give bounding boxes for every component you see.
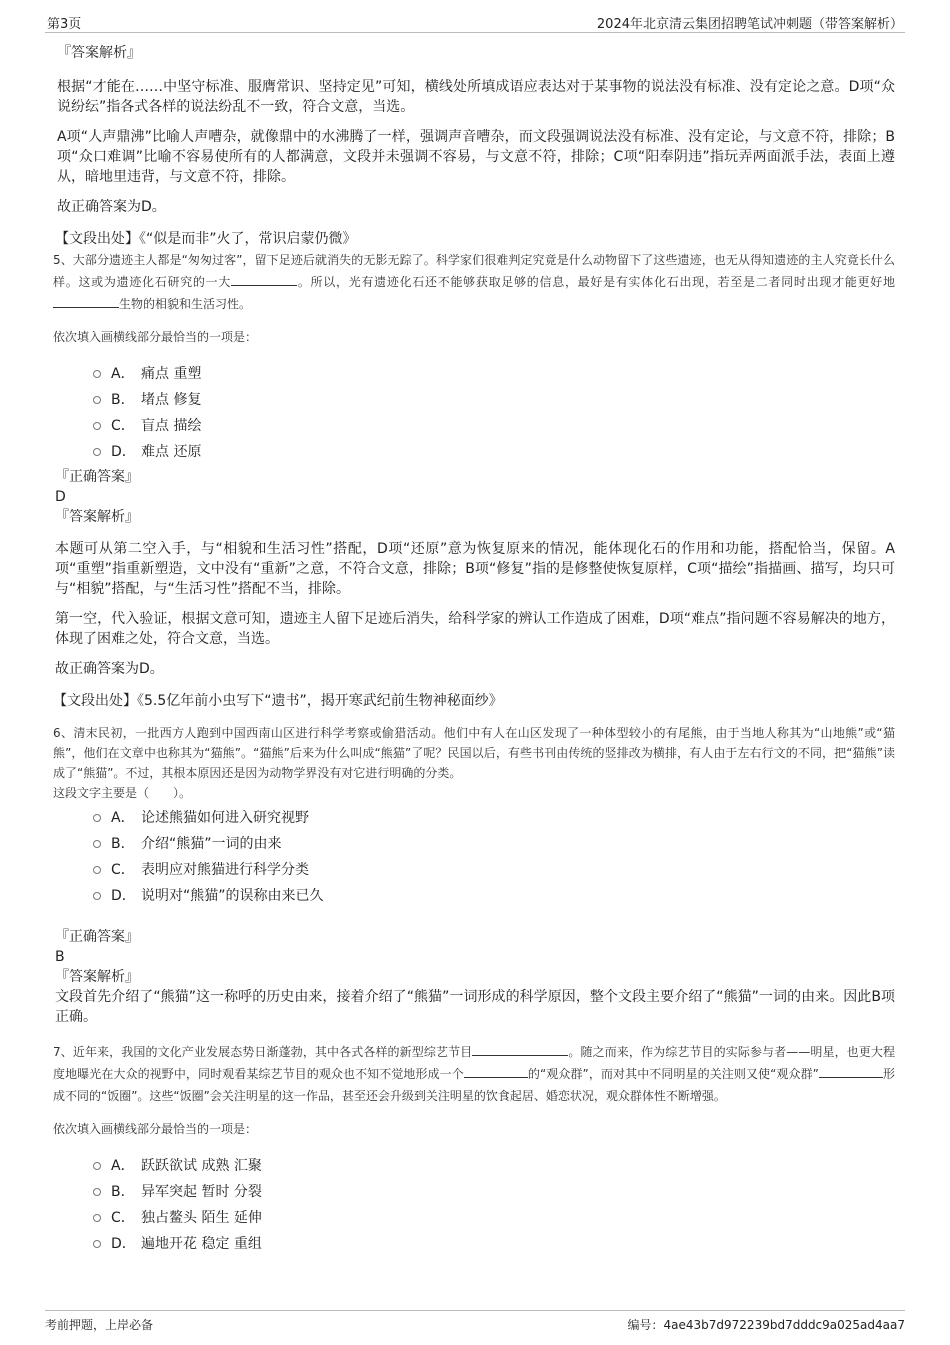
q5-option-b[interactable] [93,387,895,413]
option-text: 独占鳌头 陌生 延伸 [141,1210,262,1226]
q4-analysis [55,43,895,249]
q7-blank-2 [464,1065,528,1078]
q4-analysis-p2: A项“人声鼎沸”比喻人声嘈杂，就像鼎中的水沸腾了一样，强调声音嘈杂，而文段强调说法没有标准、没有定论，与文意不符，排除；B项“众口难调”比喻不容易使所有的人都满意，文段并未强调不容易，与文意不符，排除；C项“阳奉阴违”指玩弄两面派手法，表面上遵从，暗地里违背，与文意不符，排除。 [57,129,895,185]
option-key: D． [111,1236,136,1252]
q5-blank-1 [231,273,297,286]
q5-conclusion: 故正确答案为D。 [55,661,164,677]
q5-options [93,361,895,465]
option-key: C． [111,1210,135,1226]
q5-option-a[interactable] [93,361,895,387]
page-number: 第3页 [47,17,82,32]
q5-blank-2 [53,295,119,308]
option-text: 表明应对熊猫进行科学分类 [141,862,309,878]
radio-icon[interactable] [93,1162,101,1170]
question-7 [53,1041,895,1257]
q7-blank-1 [472,1043,568,1056]
q5-stem-c: 生物的相貌和生活习性。 [119,297,252,311]
q5-option-c[interactable] [93,413,895,439]
option-text: 盲点 描绘 [141,418,202,434]
q4-source: 【文段出处】《“似是而非”火了，常识启蒙仍微》 [55,231,357,247]
q6-option-a[interactable] [93,805,895,831]
option-text: 说明对“熊猫”的误称由来已久 [141,888,324,904]
option-key: B． [111,1184,135,1200]
q6-analysis-p1: 文段首先介绍了“熊猫”这一称呼的历史由来，接着介绍了“熊猫”一词形成的科学原因，整个文段主要介绍了“熊猫”一词的由来。因此B项正确。 [55,989,895,1025]
question-5 [53,249,895,711]
radio-icon[interactable] [93,866,101,874]
q7-stem-c: 的“观众群”，而对其中不同明星的关注则又使“观众群” [527,1067,819,1081]
option-key: D． [111,888,136,904]
q7-blank-3 [819,1065,883,1078]
q5-stem-b: 。所以，光有遗迹化石还不能够获取足够的信息，最好是有实体化石出现，若至是二者同时出现才能更好地 [297,275,895,289]
q6-answer: B [55,949,65,965]
q4-analysis-label: 『答案解析』 [57,45,141,61]
q7-stem-a: 7、近年来，我国的文化产业发展态势日渐蓬勃，其中各式各样的新型综艺节目 [53,1045,473,1059]
q5-answer-label: 『正确答案』 [55,469,139,485]
option-key: C． [111,418,135,434]
page-footer [45,1310,905,1333]
option-text: 异军突起 暂时 分裂 [141,1184,262,1200]
q6-prompt: 这段文字主要是（ ）。 [53,786,192,800]
q7-option-c[interactable] [93,1205,895,1231]
option-text: 难点 还原 [141,444,202,460]
option-text: 论述熊猫如何进入研究视野 [141,810,309,826]
radio-icon[interactable] [93,1188,101,1196]
q5-stem [53,249,895,315]
radio-icon[interactable] [93,396,101,404]
option-text: 跃跃欲试 成熟 汇聚 [141,1158,262,1174]
page-header [45,10,905,33]
q6-options [93,805,895,909]
q7-options [93,1153,895,1257]
radio-icon[interactable] [93,1240,101,1248]
option-key: B． [111,836,135,852]
option-key: A． [111,1158,135,1174]
q7-stem [53,1041,895,1107]
q7-option-b[interactable] [93,1179,895,1205]
q7-option-d[interactable] [93,1231,895,1257]
q6-option-d[interactable] [93,883,895,909]
q5-option-d[interactable] [93,439,895,465]
radio-icon[interactable] [93,892,101,900]
option-key: B． [111,392,135,408]
radio-icon[interactable] [93,814,101,822]
q7-stem-d: 形成不同的“饭圈”。这些“饭圈”会关注明星的这一作品，甚至还会升级到关注明星的饮食起居、婚恋状况，观众群体性不断增强。 [53,1067,895,1103]
document-code [628,1316,906,1333]
radio-icon[interactable] [93,448,101,456]
radio-icon[interactable] [93,840,101,848]
option-key: D． [111,444,136,460]
option-text: 遍地开花 稳定 重组 [141,1236,262,1252]
q5-analysis-label: 『答案解析』 [55,509,139,525]
radio-icon[interactable] [93,1214,101,1222]
footer-slogan: 考前押题，上岸必备 [45,1318,154,1332]
q5-analysis-p1: 本题可从第二空入手，与“相貌和生活习性”搭配，D项“还原”意为恢复原来的情况，能体现化石的作用和功能，搭配恰当，保留。A项“重塑”指重新塑造，文中没有“重新”之意，不符合文意，排除；B项“修复”指的是修整使恢复原样，C项“描绘”指描画、描写，均只可与“相貌”搭配，与“生活习性”搭配不当，排除。 [55,541,895,597]
page-content [55,43,895,1257]
q7-stem-b: 。随之而来，作为综艺节目的实际参与者——明星，也更大程度地曝光在大众的视野中，同时观看某综艺节目的观众也不知不觉地形成一个 [53,1045,895,1081]
q5-source: 【文段出处】《5.5亿年前小虫写下“遗书”，揭开寒武纪前生物神秘面纱》 [53,693,503,709]
q5-stem-a: 5、大部分遗迹主人都是“匆匆过客”，留下足迹后就消失的无影无踪了。科学家们很难判定究竟是什么动物留下了这些遗迹，也无从得知遗迹的主人究竟长什么样。这或为遗迹化石研究的一大 [53,253,895,289]
question-6 [53,723,895,1027]
q6-option-b[interactable] [93,831,895,857]
option-key: C． [111,862,135,878]
q7-prompt: 依次填入画横线部分最恰当的一项是： [53,1122,258,1136]
q6-stem: 6、清末民初，一批西方人跑到中国西南山区进行科学考察或偷猎活动。他们中有人在山区发现了一种体型较小的有尾熊，由于当地人称其为“山地熊”或“猫熊”，他们在文章中也称其为“猫熊”。“猫熊”后来为什么叫成“熊猫”了呢？民国以后，有些书刊由传统的竖排改为横排，有人由于左右行文的不同，把“猫熊”读成了“熊猫”。不过，其根本原因还是因为动物学界没有对它进行明确的分类。 [53,726,895,780]
q6-analysis-label: 『答案解析』 [55,969,139,985]
radio-icon[interactable] [93,370,101,378]
q4-analysis-p1: 根据“才能在……中坚守标准、服膺常识、坚持定见”可知，横线处所填成语应表达对于某事物的说法没有标准、没有定论之意。D项“众说纷纭”指各式各样的说法纷乱不一致，符合文意，当选。 [57,79,895,115]
q4-conclusion: 故正确答案为D。 [57,199,166,215]
q7-option-a[interactable] [93,1153,895,1179]
radio-icon[interactable] [93,422,101,430]
code-label: 编号： [627,1318,664,1332]
option-key: A． [111,366,135,382]
q5-analysis-p2: 第一空，代入验证，根据文意可知，遗迹主人留下足迹后消失，给科学家的辨认工作造成了困难，D项“难点”指问题不容易解决的地方，体现了困难之处，符合文意，当选。 [55,611,895,647]
document-title: 2024年北京清云集团招聘笔试冲刺题（带答案解析） [596,17,903,32]
q5-prompt: 依次填入画横线部分最恰当的一项是： [53,330,258,344]
code-value: 4ae43b7d972239bd7dddc9a025ad4aa7 [663,1318,905,1332]
q5-answer: D [55,489,66,505]
q6-answer-label: 『正确答案』 [55,929,139,945]
option-text: 痛点 重塑 [141,366,202,382]
option-text: 堵点 修复 [141,392,202,408]
option-text: 介绍“熊猫”一词的由来 [141,836,282,852]
q6-option-c[interactable] [93,857,895,883]
option-key: A． [111,810,135,826]
